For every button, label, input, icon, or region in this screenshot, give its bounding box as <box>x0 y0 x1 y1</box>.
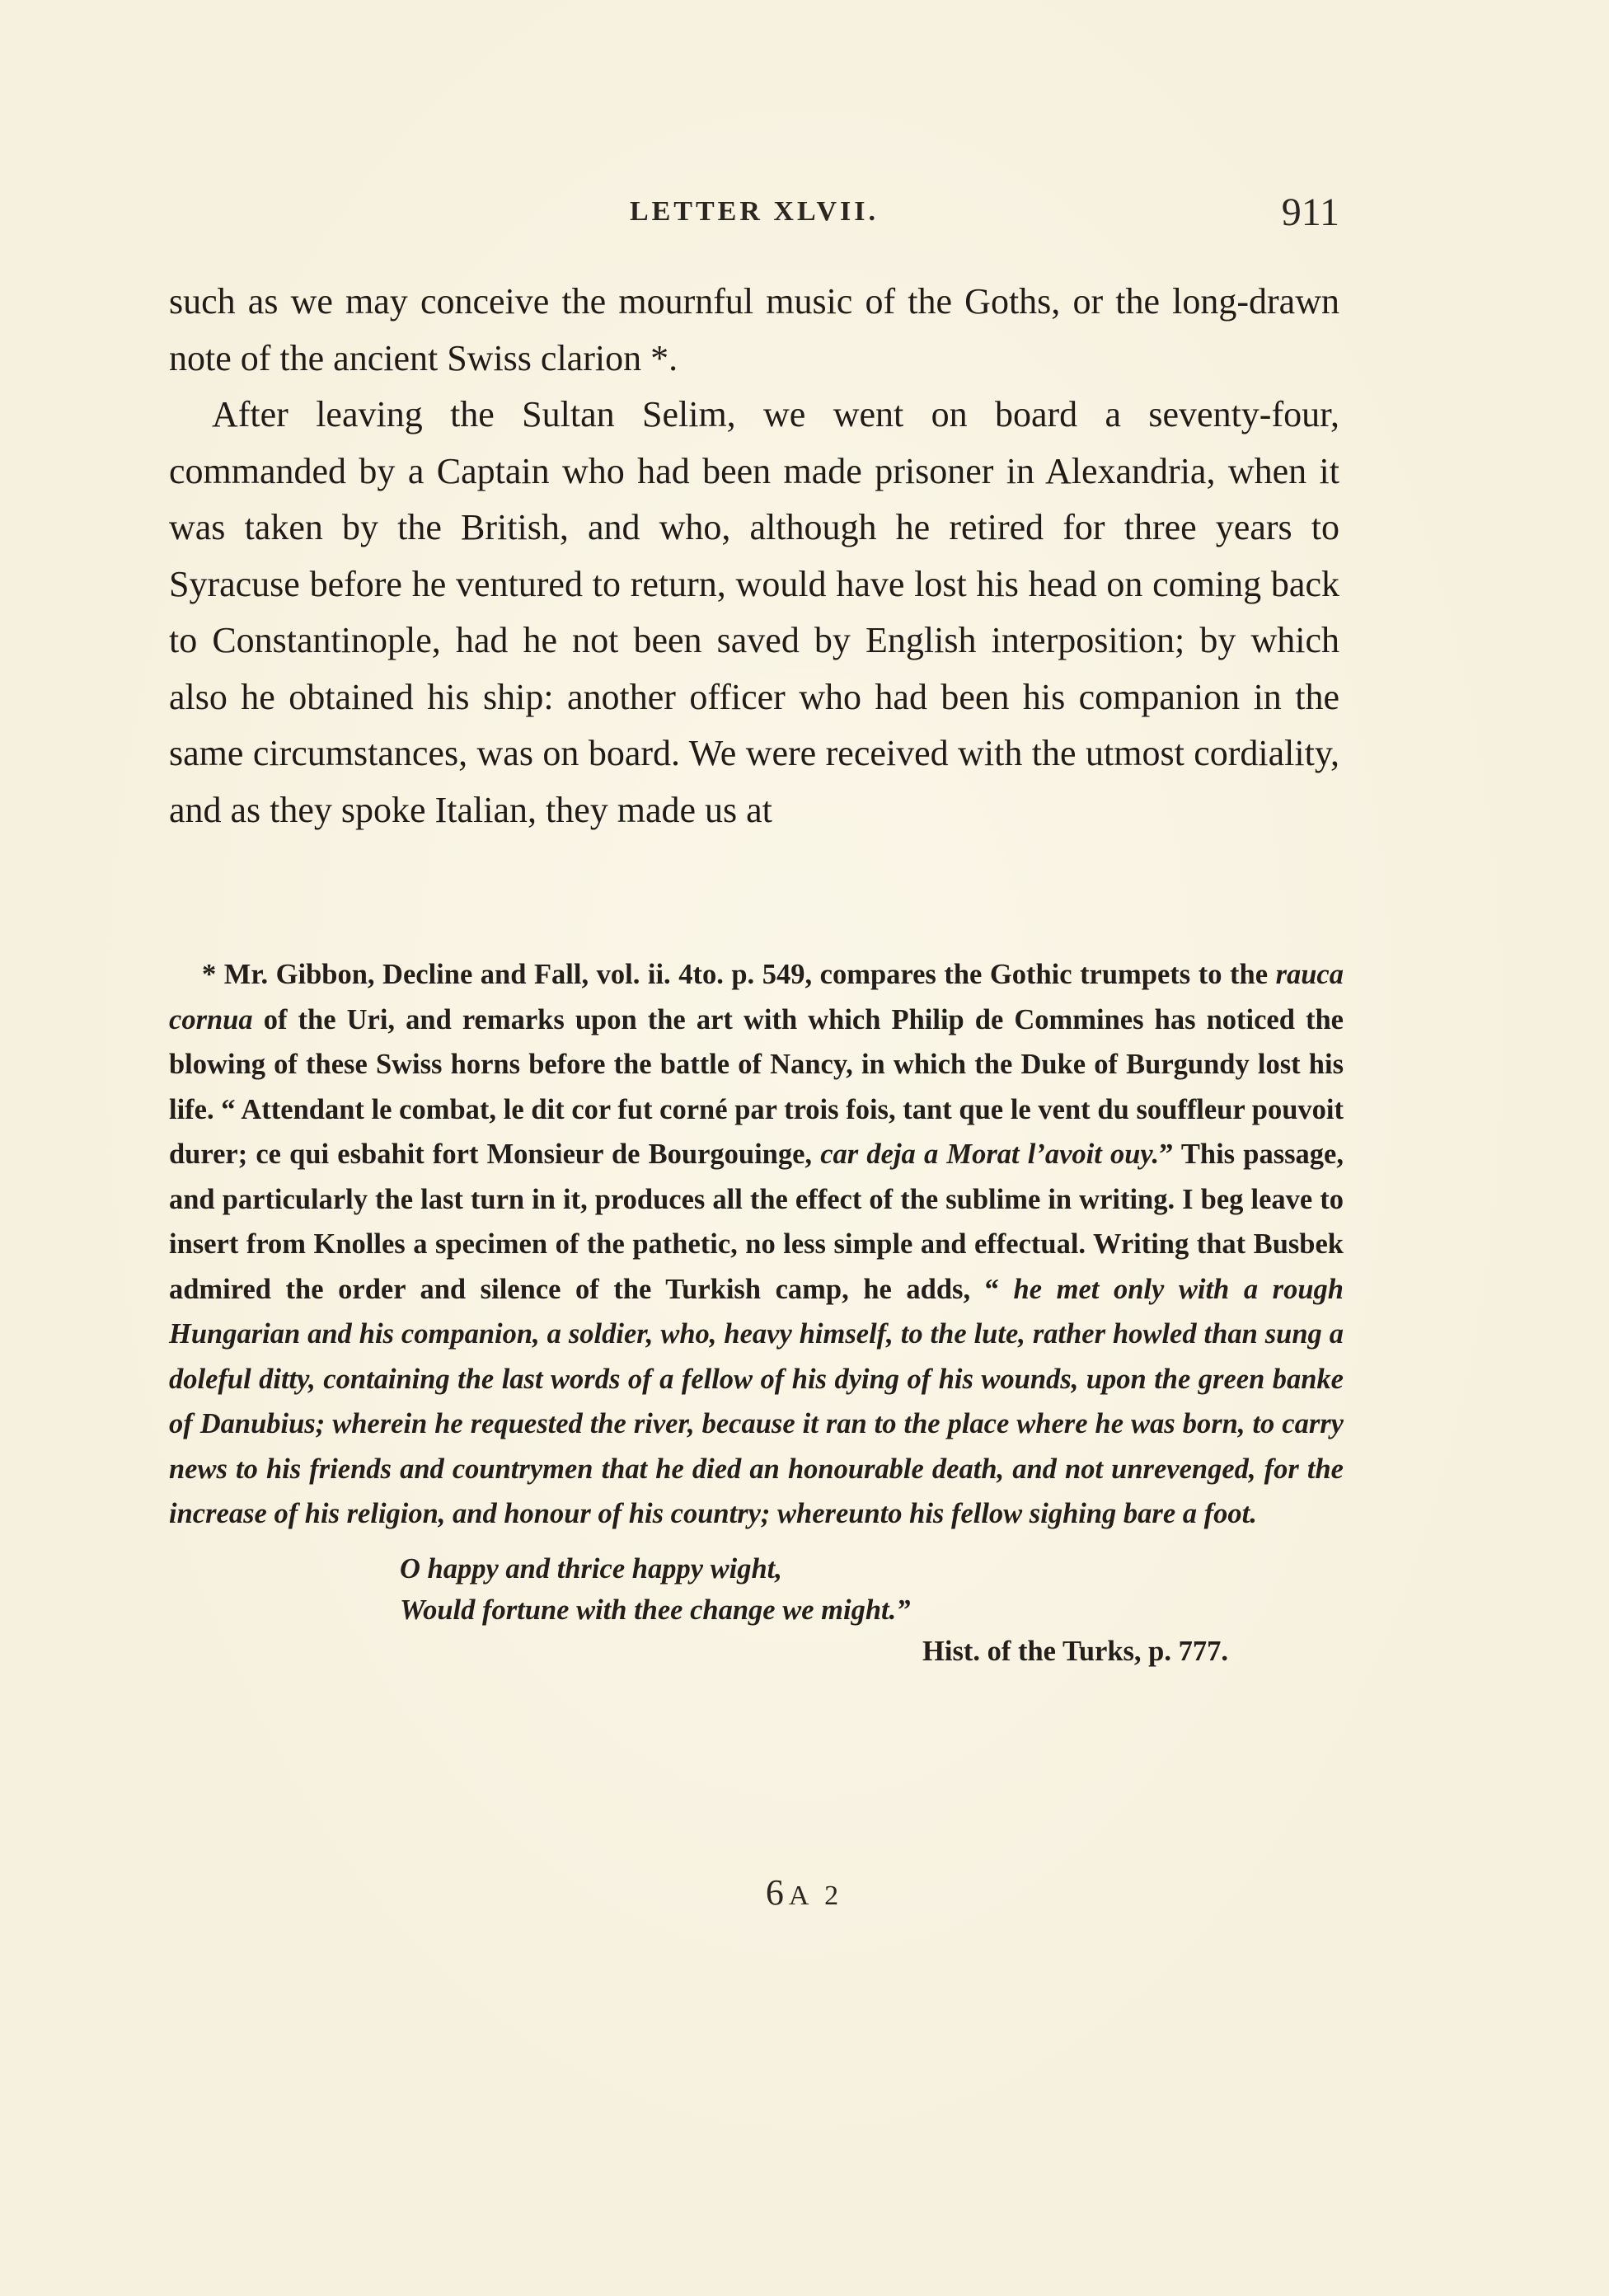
footnote <box>169 952 1344 1672</box>
main-text <box>169 274 1339 838</box>
footnote-latin-phrase: rauca cornua <box>169 959 1344 1035</box>
footnote-lead: * Mr. Gibbon, Decline and Fall, vol. ii. 4to. p. 549, compares the Gothic trumpets to the <box>202 959 1276 990</box>
paragraph-2: After leaving the Sultan Selim, we went on board a seventy-four, commanded by a Captain who had been made prisoner in Alexandria, when it was taken by the British, and who, although he retired for three years to Syracuse before he ventured to return, would have lost his head on coming back to Constantinople, had he not been saved by English interposition; by which also he obtained his ship: another officer who had been his companion in the same circumstances, was on board. We were received with the utmost cordiality, and as they spoke Italian, they made us at <box>169 394 1339 830</box>
page-header <box>169 190 1339 254</box>
running-head: LETTER XLVII. <box>629 196 880 227</box>
verse-block <box>169 1548 1344 1631</box>
printer-signature <box>0 1871 1609 1913</box>
footnote-paragraph <box>169 952 1344 1537</box>
footnote-knolles-quote: he met only with a rough Hungarian and his companion, a soldier, who, heavy himself, to the lute, rather howled than sung a doleful ditty, containing the last words of a fellow of his dying of his wounds, upon the green banke of Danubius; wherein he requested the river, because it ran to the place where he was born, to carry news to his friends and countrymen that he died an honourable death, and not unrevenged, for the increase of his religion, and honour of his country; whereunto his fellow sighing bare a foot. <box>169 1273 1344 1529</box>
citation: Hist. of the Turks, p. 777. <box>922 1635 1228 1667</box>
signature-letters: A 2 <box>788 1880 844 1911</box>
page-number: 911 <box>1281 190 1339 234</box>
paragraph-1: such as we may conceive the mournful music of the Goths, or the long-drawn note of the ancient Swiss clarion *. <box>169 281 1339 378</box>
footnote-tail: ” This passage, and particularly the last turn in it, produces all the effect of the sublime in writing. I beg leave to insert from Knolles a specimen of the pathetic, no less simple and effectual. Writing that Busbek admired the order and silence of the Turkish camp, he adds, “ <box>169 1139 1344 1305</box>
footnote-middle: of the Uri, and remarks upon the art with which Philip de Commines has noticed the blowing of these Swiss horns before the battle of Nancy, in which the Duke of Burgundy lost his life. “ Attendant le combat, le dit cor fut corné par trois fois, tant que le vent du souffleur pouvoit durer; ce qui esbahit fort Monsieur de Bourgouinge, <box>169 1003 1344 1170</box>
footnote-french-phrase: car deja a Morat l’avoit ouy. <box>820 1139 1160 1170</box>
signature-mark: 6 <box>765 1872 789 1913</box>
verse-line-2: Would fortune with thee change we might.” <box>400 1594 911 1626</box>
verse-line-1: O happy and thrice happy wight, <box>400 1552 782 1585</box>
